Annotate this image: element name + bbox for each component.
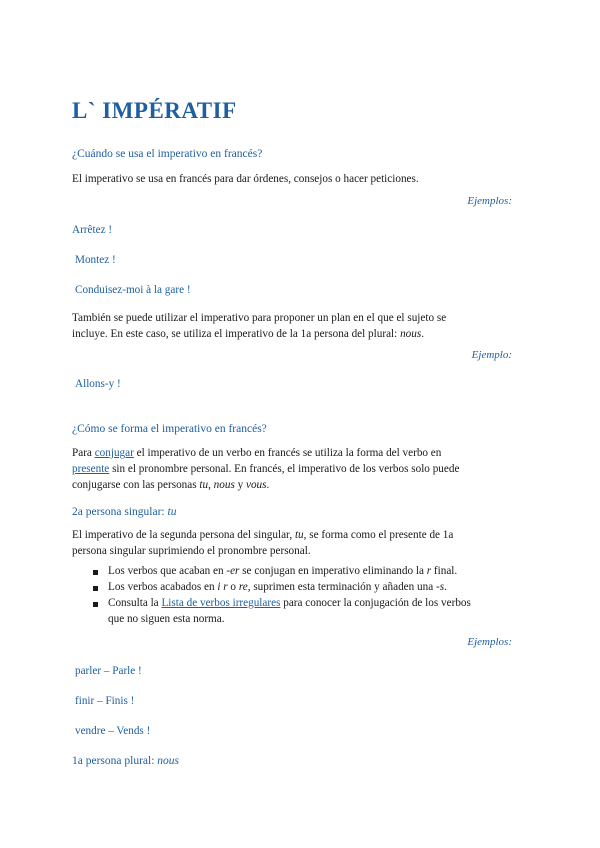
text-span: , — [208, 479, 214, 491]
text-span: Los verbos que acaban en — [108, 565, 227, 577]
link-irregular-verbs[interactable]: Lista de verbos irregulares — [161, 597, 281, 609]
paragraph-nous-line1: También se puede utilizar el imperativo para proponer un plan en el que el sujeto se — [72, 312, 447, 324]
text-span: para conocer la conjugación de los verbos — [280, 597, 471, 609]
examples-label: Ejemplos: — [467, 195, 512, 207]
text-span: Consulta la — [108, 597, 162, 609]
text-span: se conjugan en imperativo eliminando la — [239, 565, 427, 577]
link-presente[interactable]: presente — [72, 463, 110, 475]
text-span: , suprimen esta terminación y añaden una — [247, 581, 436, 593]
text-span: El imperativo de la segunda persona del singular, — [72, 529, 295, 541]
text-span: 1a persona plural: — [72, 755, 158, 767]
bullet-marker — [93, 586, 98, 591]
paragraph-singular-line1 — [72, 529, 453, 541]
question-when: ¿Cuándo se usa el imperativo en francés? — [72, 148, 263, 160]
em-nous: nous — [213, 479, 235, 491]
em-er: -er — [226, 565, 240, 577]
paragraph-singular-line2: persona singular suprimiendo el pronombre personal. — [72, 545, 311, 557]
em-r: r — [426, 565, 432, 577]
em-tu: tu — [167, 506, 177, 518]
bullet-marker — [93, 602, 98, 607]
em-s: -s — [435, 581, 445, 593]
text-span: sin el pronombre personal. En francés, el imperativo de los verbos solo puede — [109, 463, 460, 475]
list-item — [108, 565, 457, 577]
text-span: incluye. En este caso, se utiliza el imperativo de la 1a persona del plural: — [72, 328, 401, 340]
text-span: . — [266, 479, 270, 491]
text-span: y — [234, 479, 246, 491]
example-montez: Montez ! — [75, 254, 116, 266]
paragraph-usage: El imperativo se usa en francés para dar órdenes, consejos o hacer peticiones. — [72, 173, 419, 185]
paragraph-form-line1 — [72, 447, 441, 459]
em-tu: tu — [294, 529, 304, 541]
question-how: ¿Cómo se forma el imperativo en francés? — [72, 423, 267, 435]
em-re: re — [238, 581, 248, 593]
list-item-continuation: que no siguen esta norma. — [108, 613, 225, 625]
example-label: Ejemplo: — [471, 349, 512, 361]
text-span: el imperativo de un verbo en francés se utiliza la forma del verbo en — [133, 447, 442, 459]
example-conduisez: Conduisez-moi à la gare ! — [75, 284, 191, 296]
bullet-marker — [93, 570, 98, 575]
link-conjugar[interactable]: conjugar — [94, 447, 134, 459]
page-title: L` IMPÉRATIF — [72, 98, 237, 123]
em-vous: vous — [246, 479, 267, 491]
text-span: 2a persona singular: — [72, 506, 168, 518]
text-span: o — [227, 581, 239, 593]
example-vendre: vendre – Vends ! — [75, 725, 151, 737]
em-ir: i r — [217, 581, 228, 593]
examples-label: Ejemplos: — [467, 636, 512, 648]
text-span: conjugarse con las personas — [72, 479, 200, 491]
example-arretez: Arrêtez ! — [72, 224, 113, 236]
example-finir: finir – Finis ! — [75, 695, 135, 707]
text-span: Para — [72, 447, 95, 459]
text-span: Los verbos acabados en — [108, 581, 218, 593]
text-span: . — [421, 328, 424, 340]
paragraph-form-line3 — [72, 479, 269, 491]
em-nous: nous — [400, 328, 422, 340]
text-span: . — [444, 581, 447, 593]
list-item — [108, 581, 447, 593]
text-span: final. — [431, 565, 458, 577]
paragraph-nous-line2 — [72, 328, 424, 340]
em-nous: nous — [157, 755, 179, 767]
list-item — [108, 597, 471, 609]
example-parler: parler – Parle ! — [75, 665, 142, 677]
em-tu: tu — [199, 479, 209, 491]
paragraph-form-line2 — [72, 463, 459, 475]
text-span: , se forma como el presente de 1a — [303, 529, 454, 541]
heading-singular — [72, 506, 176, 518]
heading-plural — [72, 755, 179, 767]
example-allons-y: Allons-y ! — [75, 378, 121, 390]
